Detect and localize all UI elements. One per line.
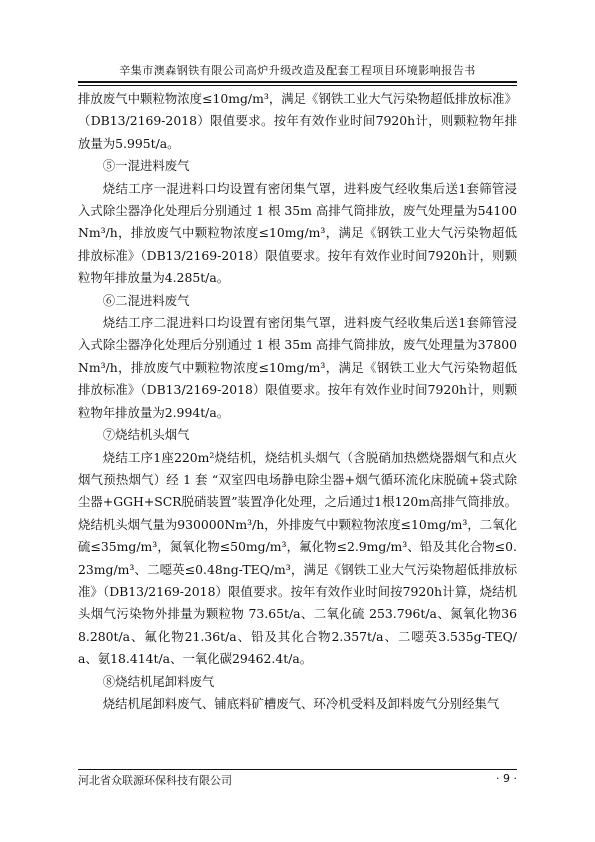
page-number: · 9 · bbox=[496, 772, 517, 785]
paragraph-5: 烧结机尾卸料废气、铺底料矿槽废气、环冷机受料及卸料废气分别经集气 bbox=[102, 695, 500, 711]
paragraph-3: 烧结工序二混进料口均设置有密闭集气罩，进料废气经收集后送1套筛管浸入式除尘器净化处理后分别通过 1 根 35m 高排气筒排放，废气处理量为37800Nm³/h，排放废气中颗粒物浓度≤10mg/m³，满足《钢铁工业大气污染物超低排放标准》（DB13/2169-2018）限值要求。按年有效作业时间7920h计，则颗粒物年排放量为2.994t/a。 bbox=[78, 315, 517, 420]
document-body bbox=[78, 88, 517, 715]
paragraph-1: 排放废气中颗粒物浓度≤10mg/m³，满足《钢铁工业大气污染物超低排放标准》（DB13/2169-2018）限值要求。按年有效作业时间7920h计，则颗粒物年排放量为5.995t/a。 bbox=[78, 91, 517, 151]
section-heading-8: ⑧烧结机尾卸料废气 bbox=[102, 673, 215, 689]
footer-organization: 河北省众联源环保科技有限公司 bbox=[78, 774, 232, 787]
paragraph-2: 烧结工序一混进料口均设置有密闭集气罩，进料废气经收集后送1套筛管浸入式除尘器净化处理后分别通过 1 根 35m 高排气筒排放，废气处理量为54100Nm³/h，排放废气中颗粒物浓度≤10mg/m³，满足《钢铁工业大气污染物超低排放标准》（DB13/2169-2018）限值要求。按年有效作业时间7920h计，则颗粒物年排放量为4.285t/a。 bbox=[78, 180, 517, 286]
footer-rule bbox=[78, 769, 517, 770]
section-heading-7: ⑦烧结机头烟气 bbox=[102, 427, 190, 443]
section-heading-5: ⑤一混进料废气 bbox=[102, 158, 190, 174]
page-header: 辛集市澳森钢铁有限公司高炉升级改造及配套工程项目环境影响报告书 bbox=[119, 64, 476, 77]
section-heading-6: ⑥二混进料废气 bbox=[102, 292, 190, 308]
header-rule-thin bbox=[78, 85, 517, 86]
header-rule-thick bbox=[78, 81, 517, 83]
paragraph-4: 烧结工序1座220m²烧结机，烧结机头烟气（含脱硝加热燃烧器烟气和点火烟气预热烟气）经 1 套 “双室四电场静电除尘器+烟气循环流化床脱硫+袋式除尘器+GGH+SCR脱硝装置”装置净化处理，之后通过1根120m高排气筒排放。烧结机头烟气量为930000Nm³/h，外排废气中颗粒物浓度≤10mg/m³，二氧化硫≤35mg/m³，氮氧化物≤50mg/m³，氟化物≤2.9mg/m³、铅及其化合物≤0.23mg/m³、二噁英≤0.48ng-TEQ/m³，满足《钢铁工业大气污染物超低排放标准》（DB13/2169-2018）限值要求。按年有效作业时间按7920h计算，烧结机头烟气污染物外排量为颗粒物 73.65t/a、二氧化硫 253.796t/a、氮氧化物368.280t/a、氟化物21.36t/a、铅及其化合物2.357t/a、二噁英3.535g-TEQ/a、氨18.414t/a、一氧化碳29462.4t/a。 bbox=[78, 449, 517, 667]
